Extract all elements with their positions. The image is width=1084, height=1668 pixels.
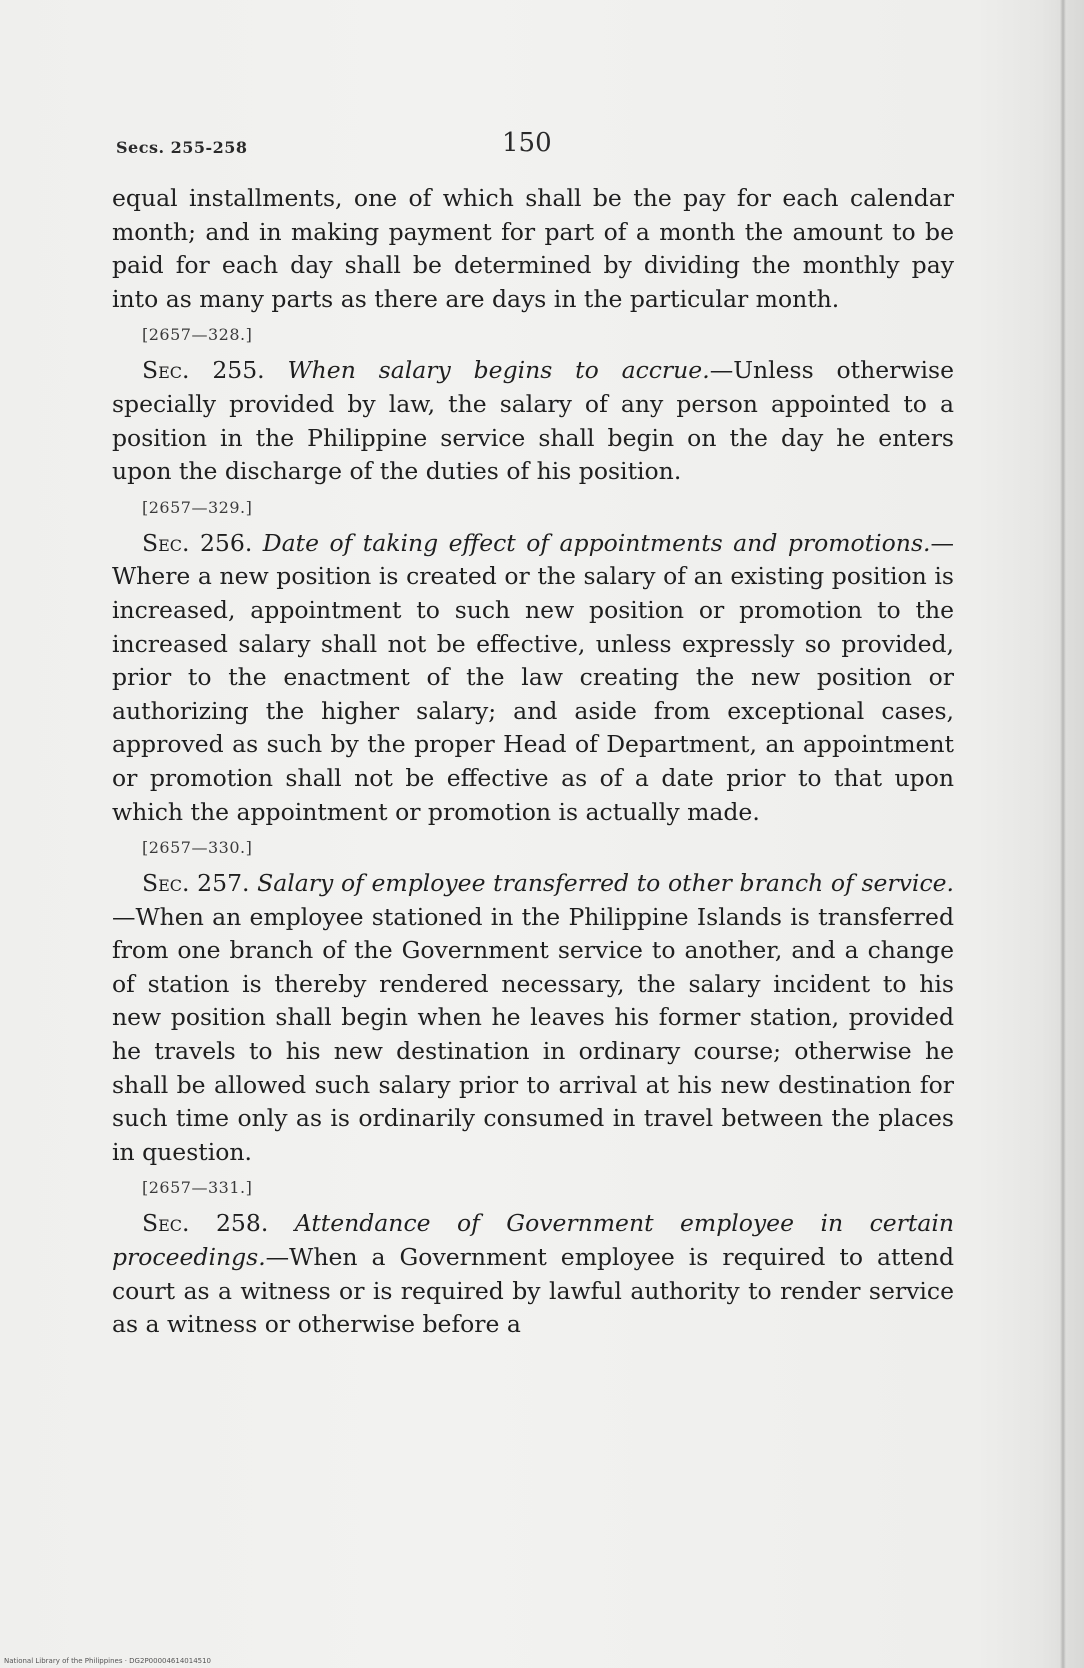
page-gutter-shadow	[1060, 0, 1066, 1668]
section-text: —When a Government employee is required to attend court as a witness or is required by lawful authority to render service as a witness or otherwise before a	[112, 1243, 954, 1339]
citation-255: [2657—328.]	[142, 325, 253, 345]
scan-footer: National Library of the Philippines · DG2P00004614014510	[4, 1657, 212, 1665]
section-label: Sec. 255.	[142, 356, 265, 385]
citation-257: [2657—330.]	[142, 838, 253, 858]
section-256	[112, 527, 954, 829]
section-label: Sec. 257.	[142, 869, 250, 898]
section-257	[112, 867, 954, 1169]
section-label: Sec. 258.	[142, 1209, 269, 1238]
section-text: —When an employee stationed in the Philippine Islands is transferred from one branch of the Government service to another, and a change of station is thereby rendered necessary, the salary incident to his new position shall begin when he leaves his former station, provided he travels to his new destination in ordinary course; otherwise he shall be allowed such salary prior to arrival at his new destination for such time only as is ordinarily consumed in travel between the places in question.	[112, 902, 954, 1166]
page-header	[116, 128, 956, 168]
section-title: Attendance of Government employee in certain proceedings.	[112, 1209, 954, 1272]
citation-258: [2657—331.]	[142, 1178, 253, 1198]
section-title: Date of taking effect of appointments and promotions.	[262, 528, 931, 557]
page-body	[112, 182, 954, 1342]
section-258	[112, 1207, 954, 1341]
section-title: When salary begins to accrue.	[287, 356, 710, 385]
section-text: —Where a new position is created or the salary of an existing position is increased, appointment to such new position or promotion to the increased salary shall not be effective, unless expressly so provided, prior to the enactment of the law creating the new position or authorizing the higher salary; and aside from exceptional cases, approved as such by the proper Head of Department, an appointment or promotion shall not be effective as of a date prior to that upon which the appointment or promotion is actually made.	[112, 528, 954, 826]
section-255	[112, 354, 954, 488]
running-head: Secs. 255-258	[116, 138, 248, 157]
page-number: 150	[502, 128, 552, 158]
section-text: —Unless otherwise specially provided by law, the salary of any person appointed to a position in the Philippine service shall begin on the day he enters upon the discharge of the duties of his position.	[112, 356, 954, 486]
intro-paragraph: equal installments, one of which shall be the pay for each calendar month; and in making payment for part of a month the amount to be paid for each day shall be determined by dividing the monthly pay into as many parts as there are days in the particular month.	[112, 184, 954, 313]
section-label: Sec. 256.	[142, 528, 253, 557]
section-title: Salary of employee transferred to other branch of service.	[257, 869, 954, 898]
citation-256: [2657—329.]	[142, 497, 253, 517]
